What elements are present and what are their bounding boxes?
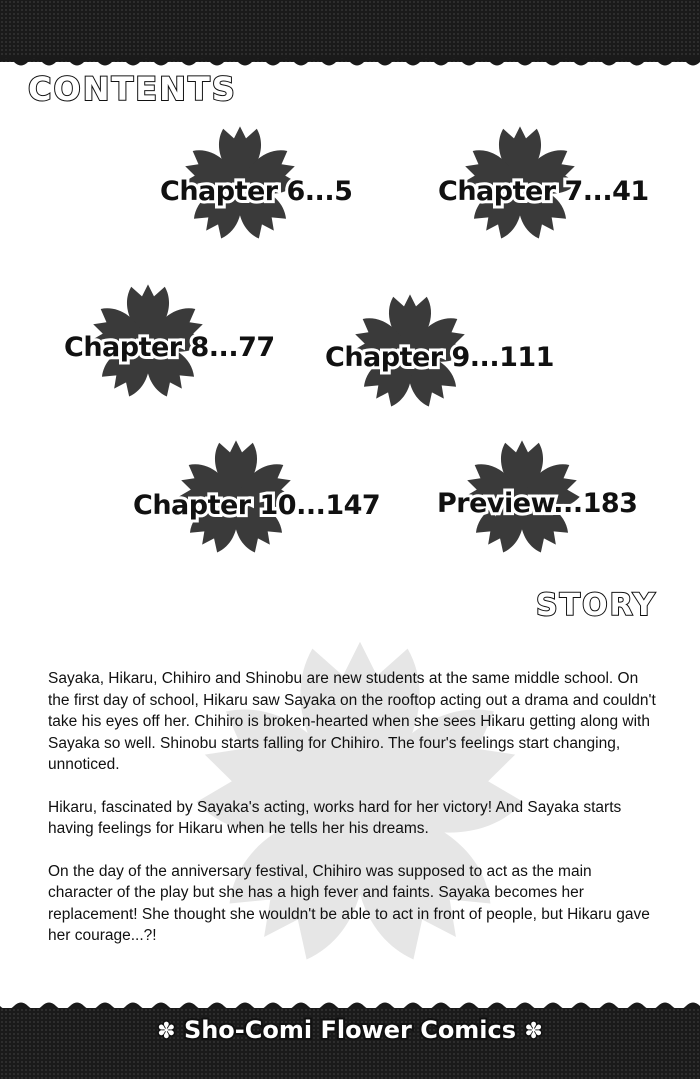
story-title: STORY	[536, 588, 657, 623]
contents-entry-chapter-10: Chapter 10...147	[133, 490, 381, 521]
footer	[0, 1016, 700, 1044]
flower-icon: ✽	[157, 1019, 176, 1044]
contents-entry-chapter-8: Chapter 8...77	[64, 332, 275, 363]
contents-entry-chapter-9: Chapter 9...111	[325, 342, 554, 373]
top-scallop-border	[0, 55, 700, 69]
story-paragraph: Sayaka, Hikaru, Chihiro and Shinobu are new students at the same middle school. On the first day of school, Hikaru saw Sayaka on the rooftop acting out a drama and couldn't take his eyes off her. Chihiro is broken-hearted when she sees Hikaru getting along with Sayaka so well. Shinobu starts falling for Chihiro. The four's feelings start changing, unnoticed.	[48, 670, 656, 773]
footer-label: Sho-Comi Flower Comics	[183, 1016, 517, 1044]
story-paragraph: On the day of the anniversary festival, Chihiro was supposed to act as the main character of the play but she has a high fever and faints. Sayaka becomes her replacement! She thought she wouldn't be able to act in front of people, but Hikaru gave her courage...?!	[48, 862, 650, 944]
story-paragraph: Hikaru, fascinated by Sayaka's acting, works hard for her victory! And Sayaka starts having feelings for Hikaru when he tells her his dreams.	[48, 798, 622, 837]
story-text	[48, 668, 658, 968]
flower-icon: ✽	[524, 1019, 543, 1044]
top-band	[0, 0, 700, 62]
contents-entry-chapter-6: Chapter 6...5	[160, 176, 353, 207]
contents-entry-chapter-7: Chapter 7...41	[438, 176, 649, 207]
contents-title: CONTENTS	[28, 70, 237, 108]
contents-entry-preview: Preview...183	[437, 488, 638, 519]
